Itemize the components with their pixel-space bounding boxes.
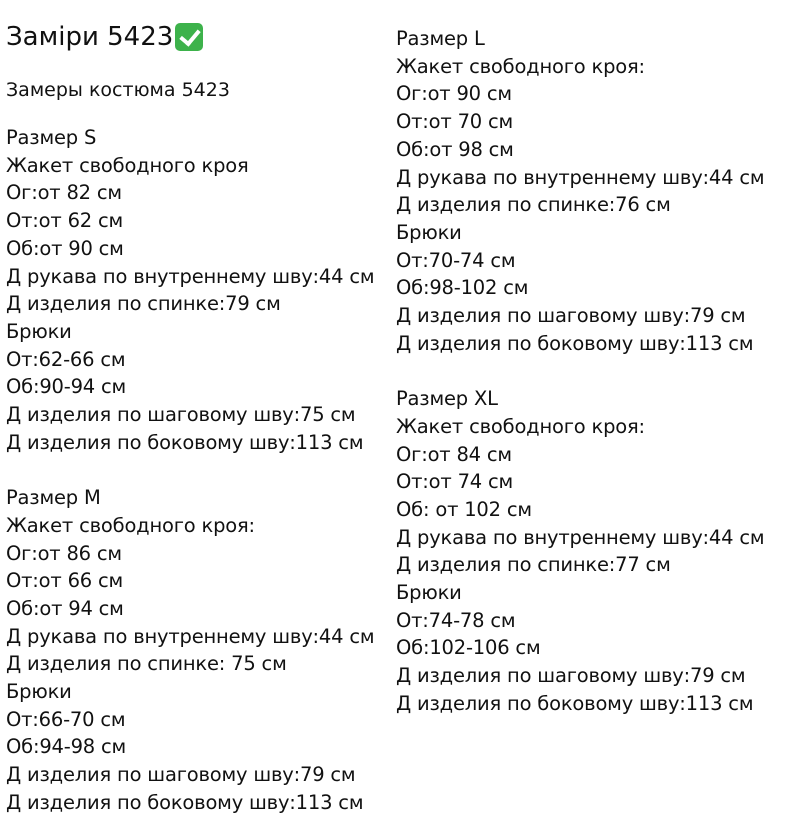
right-column bbox=[396, 0, 800, 718]
page-title bbox=[6, 22, 398, 52]
measurement-line: Ог:от 84 см bbox=[396, 442, 512, 466]
measurement-line: От:от 66 см bbox=[6, 569, 124, 593]
measurement-line: Жакет свободного кроя bbox=[6, 153, 249, 177]
size-s-lines bbox=[6, 152, 398, 457]
measurement-line: Ог:от 82 см bbox=[6, 181, 122, 205]
measurement-line: Ог:от 86 см bbox=[6, 541, 122, 565]
measurement-line: Д изделия по шаговому шву:79 см bbox=[396, 304, 746, 328]
size-s-section bbox=[6, 124, 398, 456]
size-l-section bbox=[396, 25, 800, 357]
left-column bbox=[6, 0, 398, 817]
page-title-text: Заміри 5423 bbox=[6, 22, 174, 52]
measurement-line: Д изделия по боковому шву:113 см bbox=[396, 331, 754, 355]
measurement-line: Ог:от 90 см bbox=[396, 82, 512, 106]
measurement-line: Об:102-106 см bbox=[396, 636, 541, 660]
measurement-line: От:70-74 см bbox=[396, 248, 516, 272]
spacer bbox=[396, 357, 800, 385]
measurement-line: От:от 74 см bbox=[396, 470, 514, 494]
green-check-mark-icon bbox=[175, 23, 203, 51]
measurement-line: Д рукава по внутреннему шву:44 см bbox=[6, 624, 375, 648]
measurement-line: Д изделия по спинке:79 см bbox=[6, 292, 281, 316]
measurement-line: Об:98-102 см bbox=[396, 276, 529, 300]
measurement-line: Жакет свободного кроя: bbox=[6, 513, 255, 537]
measurement-line: От:от 62 см bbox=[6, 209, 124, 233]
measurement-line: Д рукава по внутреннему шву:44 см bbox=[396, 525, 765, 549]
measurement-line: Жакет свободного кроя: bbox=[396, 414, 645, 438]
measurement-line: От:74-78 см bbox=[396, 608, 516, 632]
measurement-line: Д изделия по спинке: 75 см bbox=[6, 652, 287, 676]
measurement-line: Брюки bbox=[6, 680, 72, 704]
measurement-line: Брюки bbox=[396, 581, 462, 605]
document-subtitle: Замеры костюма 5423 bbox=[6, 79, 230, 101]
measurement-line: Об:от 94 см bbox=[6, 596, 124, 620]
measurement-line: Д изделия по боковому шву:113 см bbox=[396, 691, 754, 715]
measurement-line: Д изделия по шаговому шву:79 см bbox=[6, 763, 356, 787]
size-xl-heading: Размер XL bbox=[396, 387, 498, 411]
measurement-line: Д рукава по внутреннему шву:44 см bbox=[396, 165, 765, 189]
size-m-heading: Размер M bbox=[6, 486, 101, 510]
measurement-line: От:от 70 см bbox=[396, 110, 514, 134]
measurement-line: Д изделия по боковому шву:113 см bbox=[6, 430, 364, 454]
measurement-line: Об:94-98 см bbox=[6, 735, 127, 759]
measurement-line: Д изделия по спинке:76 см bbox=[396, 193, 671, 217]
measurement-line: Об:от 90 см bbox=[6, 236, 124, 260]
size-s-heading: Размер S bbox=[6, 126, 97, 149]
measurement-line: Брюки bbox=[6, 319, 72, 343]
measurement-line: Жакет свободного кроя: bbox=[396, 54, 645, 78]
measurement-line: От:66-70 см bbox=[6, 707, 126, 731]
measurement-line: Об:от 98 см bbox=[396, 137, 514, 161]
measurement-line: Д изделия по шаговому шву:75 см bbox=[6, 403, 356, 427]
measurement-line: Д изделия по спинке:77 см bbox=[396, 553, 671, 577]
measurement-line: Об: от 102 см bbox=[396, 497, 532, 521]
measurement-line: Д изделия по боковому шву:113 см bbox=[6, 790, 364, 814]
measurement-line: Д рукава по внутреннему шву:44 см bbox=[6, 264, 375, 288]
size-xl-section bbox=[396, 385, 800, 717]
size-m-section bbox=[6, 484, 398, 816]
measurement-line: Об:90-94 см bbox=[6, 375, 127, 399]
measurement-line: Д изделия по шаговому шву:79 см bbox=[396, 664, 746, 688]
size-l-lines bbox=[396, 53, 800, 358]
measurement-line: От:62-66 см bbox=[6, 347, 126, 371]
measurement-line: Брюки bbox=[396, 220, 462, 244]
size-m-lines bbox=[6, 512, 398, 817]
spacer bbox=[6, 456, 398, 484]
size-xl-lines bbox=[396, 413, 800, 718]
size-l-heading: Размер L bbox=[396, 27, 485, 50]
